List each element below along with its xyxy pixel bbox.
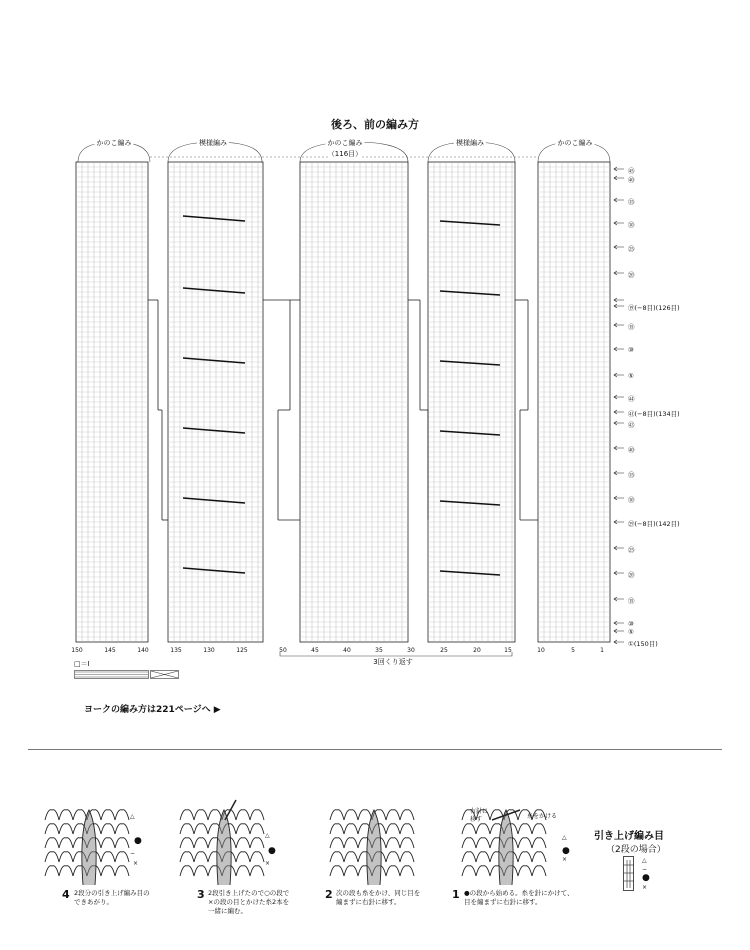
row-label: ⑮ xyxy=(628,597,635,605)
axis-number: 35 xyxy=(375,647,383,654)
axis-number: 40 xyxy=(343,647,351,654)
axis-number: 15 xyxy=(504,647,512,654)
step-text-2: 次の段も糸をかけ、同じ目を 編まずに右針に移す。 xyxy=(336,889,421,906)
axis-number: 20 xyxy=(473,647,481,654)
axis-number: 25 xyxy=(440,647,448,654)
axis-number: 30 xyxy=(407,647,415,654)
row-label: ㉚ xyxy=(628,496,635,504)
segment-label-2: 模様編み xyxy=(199,139,227,147)
axis-number: 50 xyxy=(279,647,287,654)
marker-cross: × xyxy=(562,856,568,863)
marker-cross: × xyxy=(265,860,271,867)
axis-number: 135 xyxy=(170,647,182,654)
row-label: ㊶(−8目)(134目) xyxy=(628,410,680,418)
triangle-right-icon: ▶ xyxy=(210,705,221,715)
segment-label-3: かのこ編み xyxy=(327,139,363,147)
legend-swatch xyxy=(74,670,184,682)
marker-dot: ● xyxy=(134,836,142,846)
marker-triangle: △ xyxy=(265,832,270,839)
step-text-4: 2段分の引き上げ編み目の できあがり。 xyxy=(74,889,150,906)
row-label: ⑩ xyxy=(628,346,634,354)
axis-number: 10 xyxy=(537,647,545,654)
row-label: ⑲(−8目)(126目) xyxy=(628,304,680,312)
axis-number: 1 xyxy=(600,647,604,654)
row-label: ㉟ xyxy=(628,471,635,479)
row-label: ㊺ xyxy=(628,167,635,175)
marker-dash: − xyxy=(642,866,648,873)
axis-number: 150 xyxy=(71,647,83,654)
yoke-note-link[interactable] xyxy=(84,702,221,715)
row-label: ㉟ xyxy=(628,198,635,206)
axis-number: 145 xyxy=(104,647,116,654)
stitch-count-label: （116目） xyxy=(327,150,363,158)
axis-number: 140 xyxy=(137,647,149,654)
marker-triangle: △ xyxy=(642,857,647,864)
section-divider xyxy=(28,749,722,750)
row-label: ㉚ xyxy=(628,221,635,229)
marker-dot: ● xyxy=(562,846,570,856)
callout-move-to-right-needle: 右針に 移す xyxy=(470,808,489,823)
marker-triangle: △ xyxy=(130,813,135,820)
row-label: ㊵ xyxy=(628,176,635,184)
step-text-1: ●の段から始める。糸を針にかけて、 目を編まずに右針に移す。 xyxy=(464,889,574,906)
axis-number: 5 xyxy=(571,647,575,654)
repeat-label: 3回くり返す xyxy=(373,658,413,666)
row-label: ①(150目) xyxy=(628,640,658,648)
row-label: ⑳ xyxy=(628,271,635,279)
row-label: ㉙(−8目)(142目) xyxy=(628,520,680,528)
marker-triangle: △ xyxy=(562,834,567,841)
yoke-note-text: ヨークの編み方は221ページへ xyxy=(84,705,211,715)
marker-dot: ● xyxy=(642,873,650,883)
row-label: ㉕ xyxy=(628,546,635,554)
segment-label-4: 模様編み xyxy=(456,139,484,147)
legend-symbol-equation: □＝Ⅰ xyxy=(74,660,90,668)
marker-cross: × xyxy=(642,884,648,891)
row-label: ㊹ xyxy=(628,395,635,403)
step-number-4: 4 xyxy=(62,888,70,901)
row-label: ⑮ xyxy=(628,323,635,331)
marker-dash: − xyxy=(130,850,136,857)
marker-cross: × xyxy=(133,860,139,867)
marker-dot: ● xyxy=(268,846,276,856)
page-title: 後ろ、前の編み方 xyxy=(331,118,419,131)
row-label: ㊵ xyxy=(628,446,635,454)
row-label: ⑳ xyxy=(628,571,635,579)
axis-number: 130 xyxy=(203,647,215,654)
segment-label-1: かのこ編み xyxy=(96,139,132,147)
row-label: ⑩ xyxy=(628,620,634,628)
step-number-1: 1 xyxy=(452,888,460,901)
row-label: ㉕ xyxy=(628,245,635,253)
axis-number: 45 xyxy=(311,647,319,654)
row-label: ⑤ xyxy=(628,628,634,636)
step-number-2: 2 xyxy=(325,888,333,901)
step-number-3: 3 xyxy=(197,888,205,901)
stitch-info-title: 引き上げ編み目 xyxy=(594,831,664,842)
row-label: ㊸ xyxy=(628,421,635,429)
segment-label-5: かのこ編み xyxy=(557,139,593,147)
row-label: ⑤ xyxy=(628,372,634,380)
stitch-symbol-diagram xyxy=(620,856,642,892)
axis-number: 125 xyxy=(236,647,248,654)
step-text-3: 2段引き上げたので○の段で ×の段の目とかけた糸2本を 一緒に編む。 xyxy=(208,889,290,915)
stitch-info-subtitle: （2段の場合） xyxy=(606,845,666,855)
callout-yarn-over: 糸をかける xyxy=(527,813,558,820)
